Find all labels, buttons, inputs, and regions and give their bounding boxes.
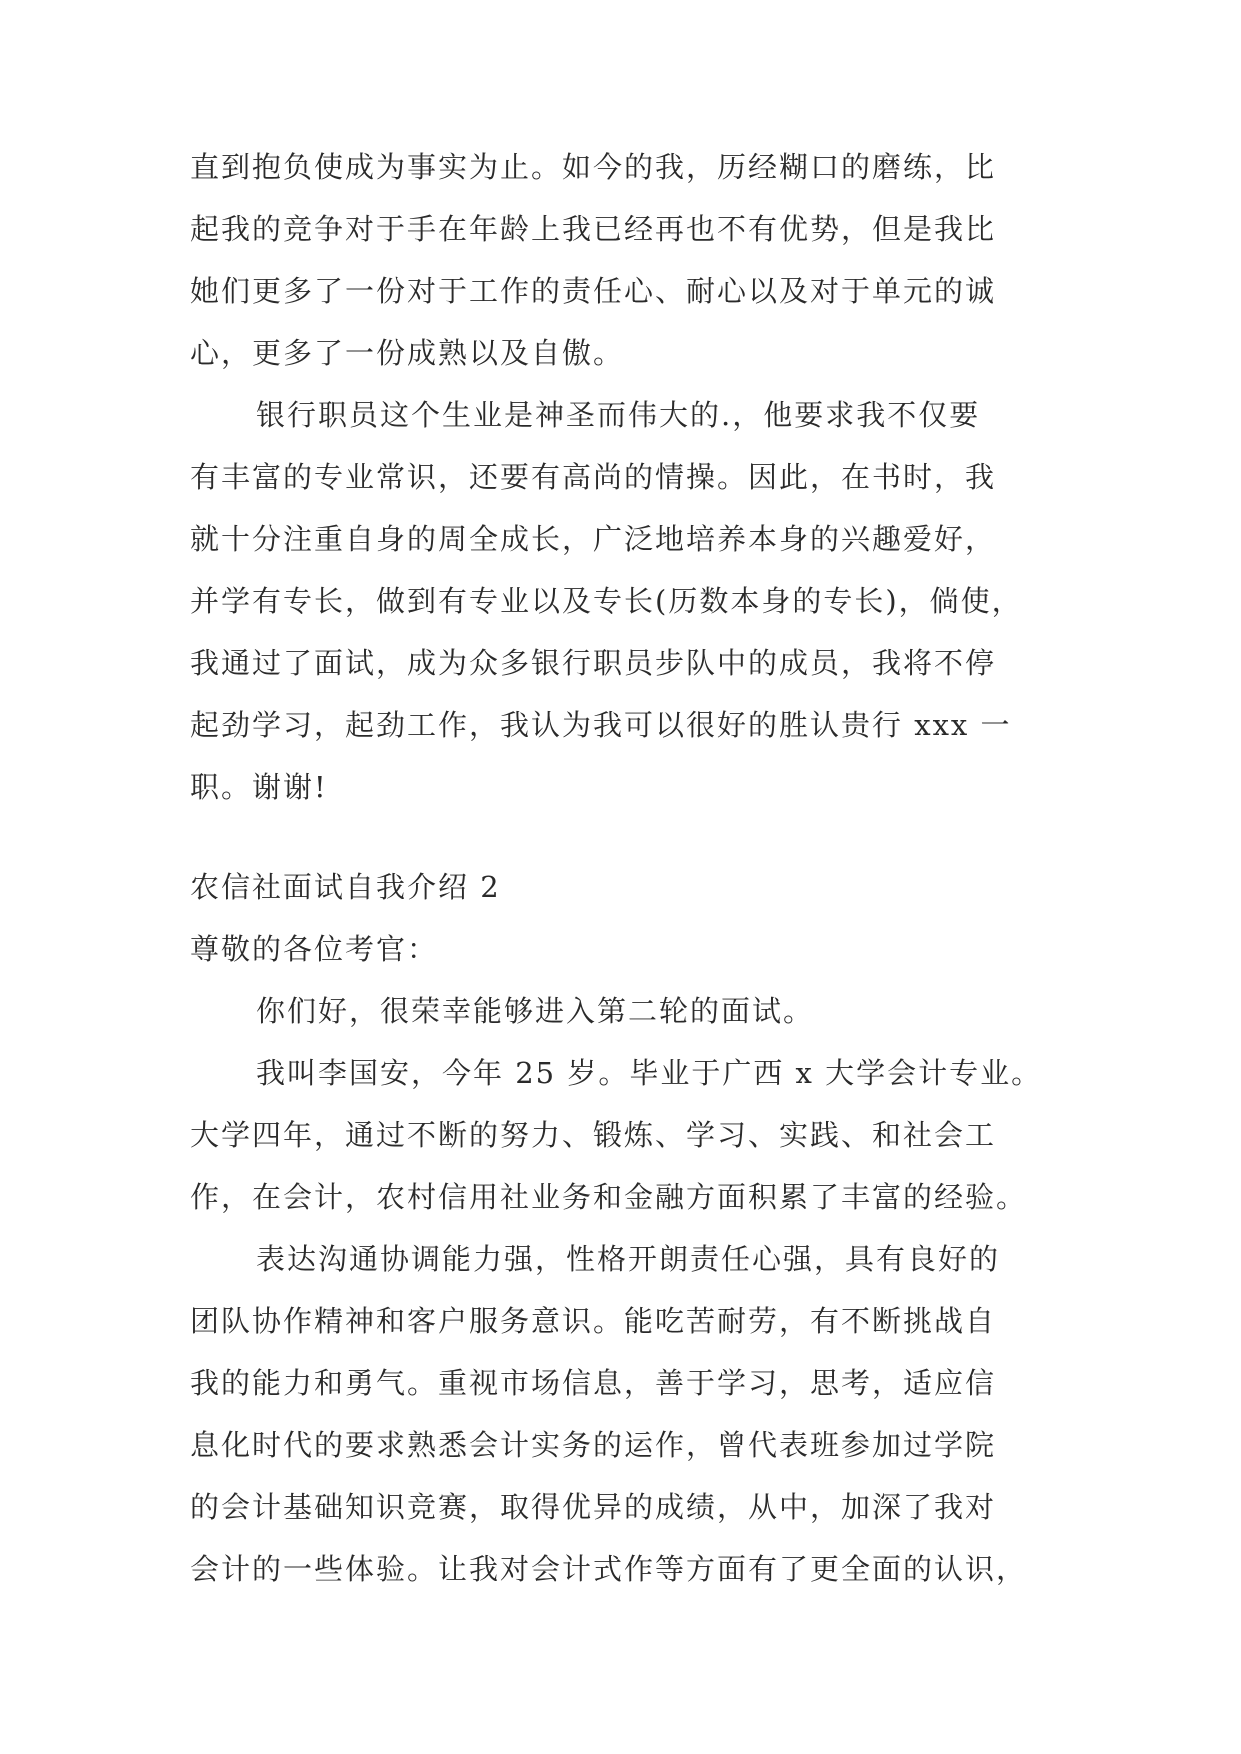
greeting: 你们好，很荣幸能够进入第二轮的面试。	[256, 994, 815, 1028]
paragraph-line: 并学有专长，做到有专业以及专长(历数本身的专长)，倘使，	[190, 584, 1023, 618]
paragraph-line: 作，在会计，农村信用社业务和金融方面积累了丰富的经验。	[190, 1180, 1028, 1214]
paragraph-line: 我的能力和勇气。重视市场信息，善于学习，思考，适应信	[190, 1366, 997, 1400]
paragraph-line: 的会计基础知识竞赛，取得优异的成绩，从中，加深了我对	[190, 1490, 997, 1524]
paragraph-line: 就十分注重自身的周全成长，广泛地培养本身的兴趣爱好，	[190, 522, 997, 556]
paragraph-line: 我通过了面试，成为众多银行职员步队中的成员，我将不停	[190, 646, 997, 680]
salutation: 尊敬的各位考官：	[190, 932, 439, 966]
paragraph-line: 她们更多了一份对于工作的责任心、耐心以及对于单元的诚	[190, 274, 997, 308]
paragraph-line: 心，更多了一份成熟以及自傲。	[190, 336, 625, 370]
paragraph-line: 起劲学习，起劲工作，我认为我可以很好的胜认贵行 xxx 一	[190, 708, 1012, 742]
section-heading: 农信社面试自我介绍 2	[190, 870, 501, 904]
paragraph-line: 职。谢谢!	[190, 770, 328, 804]
paragraph-line: 会计的一些体验。让我对会计式作等方面有了更全面的认识，	[190, 1552, 1028, 1586]
paragraph-line: 直到抱负使成为事实为止。如今的我，历经糊口的磨练，比	[190, 150, 997, 184]
paragraph-line: 我叫李国安，今年 25 岁。毕业于广西 x 大学会计专业。	[256, 1056, 1043, 1090]
paragraph-line: 有丰富的专业常识，还要有高尚的情操。因此，在书时，我	[190, 460, 997, 494]
paragraph-line: 表达沟通协调能力强，性格开朗责任心强，具有良好的	[256, 1242, 1001, 1276]
paragraph-line: 息化时代的要求熟悉会计实务的运作，曾代表班参加过学院	[190, 1428, 997, 1462]
paragraph-line: 大学四年，通过不断的努力、锻炼、学习、实践、和社会工	[190, 1118, 997, 1152]
paragraph-line: 团队协作精神和客户服务意识。能吃苦耐劳，有不断挑战自	[190, 1304, 997, 1338]
paragraph-line: 银行职员这个生业是神圣而伟大的.，他要求我不仅要	[256, 398, 981, 432]
paragraph-line: 起我的竞争对于手在年龄上我已经再也不有优势，但是我比	[190, 212, 997, 246]
